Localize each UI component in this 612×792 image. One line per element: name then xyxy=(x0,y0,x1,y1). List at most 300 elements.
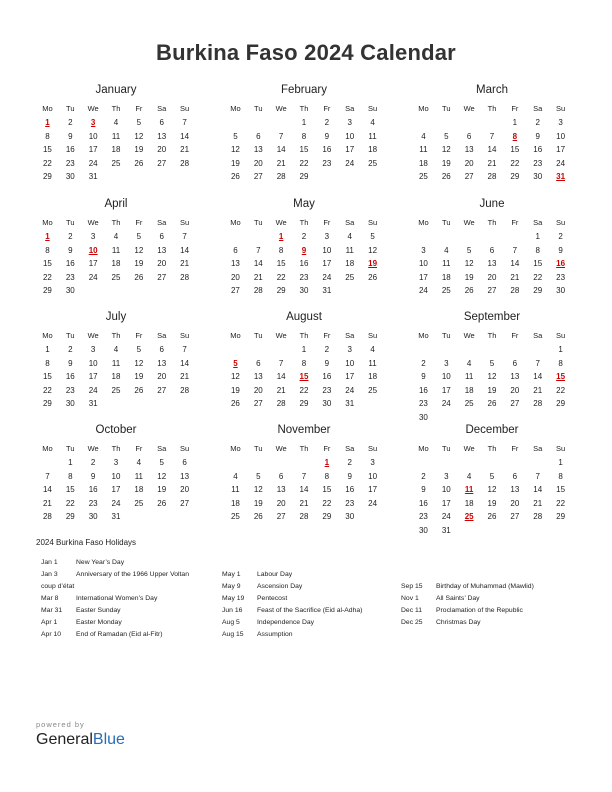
week-row xyxy=(412,370,572,384)
day-cell: 23 xyxy=(65,385,75,395)
day-cell: 11 xyxy=(111,358,121,368)
day-cell: 29 xyxy=(299,399,309,408)
holiday-item xyxy=(222,569,362,581)
day-cell: 29 xyxy=(510,172,520,181)
day-cell: 20 xyxy=(510,498,520,508)
weekday-header xyxy=(224,441,384,456)
day-cell: 17 xyxy=(345,372,355,381)
holiday-date: Dec 25 xyxy=(401,619,423,626)
day-cell: 29 xyxy=(322,512,332,521)
holiday-day-cell: 31 xyxy=(556,172,566,181)
day-cell: 20 xyxy=(230,272,240,282)
day-cell: 16 xyxy=(418,385,428,395)
week-row xyxy=(412,470,572,484)
month-name: January xyxy=(95,84,137,96)
holiday-item xyxy=(401,617,534,629)
weekday-label: Su xyxy=(555,331,566,340)
day-cell: 4 xyxy=(466,471,472,481)
day-cell: 7 xyxy=(535,471,540,481)
holiday-day-cell: 5 xyxy=(233,358,238,368)
day-cell: 27 xyxy=(510,399,520,408)
day-cell: 19 xyxy=(230,385,240,395)
day-cell xyxy=(293,456,316,470)
day-cell: 3 xyxy=(324,232,330,241)
day-cell: 21 xyxy=(253,272,263,282)
week-row xyxy=(412,483,572,497)
holiday-item xyxy=(222,629,362,641)
day-cell: 24 xyxy=(441,512,451,521)
day-cell: 10 xyxy=(111,471,121,481)
week-row xyxy=(224,397,384,411)
day-cell: 12 xyxy=(230,145,240,154)
day-cell: 19 xyxy=(134,372,144,381)
holiday-name: New Year’s Day xyxy=(76,559,125,566)
day-cell: 5 xyxy=(136,232,142,241)
month-march xyxy=(412,82,572,184)
weekday-label: Mo xyxy=(418,104,429,113)
day-cell: 20 xyxy=(157,145,167,154)
day-cell: 23 xyxy=(345,498,355,508)
day-cell: 15 xyxy=(65,485,75,494)
day-cell: 19 xyxy=(230,158,240,168)
day-cell: 30 xyxy=(418,412,428,422)
day-cell xyxy=(150,170,173,184)
day-cell xyxy=(458,230,481,244)
day-cell xyxy=(412,116,435,130)
weekday-label: Sa xyxy=(157,331,167,340)
holiday-name: Birthday of Muhammad (Mawlid) xyxy=(436,583,534,590)
day-cell: 9 xyxy=(68,131,73,141)
weekday-label: We xyxy=(275,218,287,227)
month-name: July xyxy=(105,311,127,323)
weekday-label: Mo xyxy=(418,444,429,453)
weekday-label: Su xyxy=(367,444,378,453)
day-cell xyxy=(105,397,128,411)
day-cell: 18 xyxy=(418,158,428,168)
weekday-label: We xyxy=(463,331,475,340)
holiday-name: Easter Sunday xyxy=(76,607,121,614)
holiday-item xyxy=(41,557,189,569)
holiday-item xyxy=(41,569,189,581)
day-cell: 10 xyxy=(345,358,355,368)
day-cell: 14 xyxy=(276,145,286,154)
day-cell: 28 xyxy=(276,399,286,408)
week-row xyxy=(224,143,384,157)
day-cell: 19 xyxy=(487,498,497,508)
holiday-name: International Women’s Day xyxy=(76,595,158,602)
weekday-label: Th xyxy=(299,104,309,113)
day-cell: 23 xyxy=(533,158,543,168)
day-cell: 18 xyxy=(368,372,378,381)
week-row xyxy=(36,510,196,524)
holiday-name: Pentecost xyxy=(257,595,288,602)
weekday-label: Th xyxy=(487,104,497,113)
day-cell: 22 xyxy=(533,272,543,282)
day-cell: 17 xyxy=(111,485,121,494)
day-cell: 25 xyxy=(345,272,355,282)
holiday-date: Jun 16 xyxy=(222,607,243,614)
day-cell: 9 xyxy=(324,358,330,368)
weekday-label: Mo xyxy=(230,444,241,453)
day-cell: 27 xyxy=(157,158,167,168)
day-cell: 17 xyxy=(441,385,451,395)
day-cell: 21 xyxy=(276,385,286,395)
day-cell: 13 xyxy=(253,145,263,154)
day-cell: 29 xyxy=(42,399,52,408)
day-cell xyxy=(503,343,526,357)
day-cell xyxy=(503,230,526,244)
day-cell: 30 xyxy=(322,399,332,408)
day-cell: 16 xyxy=(299,259,309,268)
brand-logo[interactable] xyxy=(36,731,125,749)
week-row xyxy=(36,257,196,271)
weekday-label: Mo xyxy=(42,104,53,113)
holiday-name: Christmas Day xyxy=(436,619,481,626)
day-cell: 20 xyxy=(157,372,167,381)
weekday-label: Tu xyxy=(442,331,451,340)
day-cell: 14 xyxy=(276,372,286,381)
day-cell: 3 xyxy=(444,471,449,481)
day-cell: 24 xyxy=(88,385,98,395)
day-cell: 5 xyxy=(489,358,495,368)
month-name: August xyxy=(286,311,322,323)
weekday-label: We xyxy=(275,104,287,113)
day-cell: 10 xyxy=(322,245,332,255)
day-cell: 19 xyxy=(134,145,144,154)
day-cell: 28 xyxy=(253,286,263,295)
holiday-name: Proclamation of the Republic xyxy=(436,607,523,614)
day-cell: 27 xyxy=(230,286,240,295)
day-cell: 25 xyxy=(111,158,121,168)
day-cell: 7 xyxy=(256,245,261,255)
weekday-label: Th xyxy=(111,218,121,227)
week-row xyxy=(412,497,572,511)
day-cell xyxy=(549,524,572,538)
day-cell: 3 xyxy=(421,245,426,255)
day-cell xyxy=(435,116,458,130)
month-january xyxy=(36,82,196,184)
day-cell: 2 xyxy=(68,232,73,241)
day-cell xyxy=(361,170,384,184)
weekday-label: Sa xyxy=(345,218,355,227)
week-row xyxy=(36,384,196,398)
day-cell: 17 xyxy=(345,145,355,154)
day-cell: 20 xyxy=(180,485,190,494)
day-cell: 1 xyxy=(301,118,307,127)
day-cell: 24 xyxy=(111,498,121,508)
day-cell: 8 xyxy=(278,245,284,255)
weekday-label: We xyxy=(463,218,475,227)
week-row xyxy=(36,143,196,157)
day-cell: 28 xyxy=(533,512,543,521)
day-cell: 7 xyxy=(182,118,187,127)
day-cell: 17 xyxy=(441,498,451,508)
week-row xyxy=(36,116,196,130)
week-row xyxy=(36,456,196,470)
day-cell: 27 xyxy=(180,498,190,508)
week-row xyxy=(36,157,196,171)
holiday-date: Mar 8 xyxy=(41,595,59,602)
day-cell: 14 xyxy=(180,131,190,141)
day-cell: 12 xyxy=(487,372,497,381)
day-cell xyxy=(481,343,504,357)
day-cell: 1 xyxy=(512,118,518,127)
day-cell: 25 xyxy=(111,385,121,395)
holiday-day-cell: 10 xyxy=(88,245,98,255)
day-cell: 6 xyxy=(256,131,261,141)
day-cell: 1 xyxy=(558,458,563,467)
day-cell xyxy=(458,456,481,470)
weekday-label: Mo xyxy=(230,331,241,340)
holiday-name: Independence Day xyxy=(257,619,315,626)
weekday-label: Su xyxy=(179,331,190,340)
day-cell: 15 xyxy=(42,372,52,381)
week-row xyxy=(412,524,572,538)
day-cell: 20 xyxy=(510,385,520,395)
week-row xyxy=(36,244,196,258)
month-name: April xyxy=(104,198,128,210)
day-cell: 26 xyxy=(134,385,144,395)
day-cell: 11 xyxy=(111,245,121,255)
day-cell: 4 xyxy=(444,245,449,255)
day-cell: 21 xyxy=(180,372,190,381)
day-cell: 25 xyxy=(111,272,121,282)
week-row xyxy=(224,130,384,144)
day-cell: 12 xyxy=(134,245,144,255)
day-cell: 28 xyxy=(299,512,309,521)
holiday-name-continuation: coup d’état xyxy=(41,583,75,590)
day-cell: 21 xyxy=(42,498,52,508)
day-cell xyxy=(173,284,196,298)
weekday-label: We xyxy=(463,104,475,113)
day-cell: 3 xyxy=(347,118,352,127)
day-cell: 18 xyxy=(464,498,474,508)
day-cell xyxy=(270,116,293,130)
weekday-label: Fr xyxy=(323,331,331,340)
day-cell: 14 xyxy=(180,358,190,368)
day-cell: 7 xyxy=(182,345,187,354)
day-cell: 27 xyxy=(487,286,497,295)
day-cell: 17 xyxy=(368,485,378,494)
day-cell: 8 xyxy=(558,471,563,481)
day-cell xyxy=(361,284,384,298)
weekday-label: We xyxy=(275,444,287,453)
day-cell: 6 xyxy=(159,232,164,241)
footer xyxy=(36,720,125,749)
day-cell xyxy=(270,456,293,470)
week-row xyxy=(224,244,384,258)
holiday-name: Labour Day xyxy=(257,571,293,578)
month-october xyxy=(36,422,196,524)
day-cell: 15 xyxy=(533,259,543,268)
week-row xyxy=(224,284,384,298)
weekday-label: Th xyxy=(111,331,121,340)
holiday-date: Mar 31 xyxy=(41,607,63,614)
weekday-label: Tu xyxy=(66,444,75,453)
day-cell: 5 xyxy=(489,471,495,481)
day-cell: 10 xyxy=(345,131,355,141)
holiday-date: Sep 15 xyxy=(401,583,423,590)
day-cell: 5 xyxy=(233,131,238,141)
holiday-date: Nov 1 xyxy=(401,595,419,602)
day-cell: 8 xyxy=(45,245,50,255)
day-cell xyxy=(458,524,481,538)
month-name: February xyxy=(280,84,328,96)
weekday-label: Su xyxy=(555,104,566,113)
holiday-name: Ascension Day xyxy=(257,583,303,590)
day-cell xyxy=(224,230,247,244)
day-cell: 3 xyxy=(347,345,352,354)
day-cell: 9 xyxy=(421,372,426,381)
day-cell: 7 xyxy=(182,232,187,241)
day-cell: 30 xyxy=(533,172,543,181)
week-row xyxy=(36,497,196,511)
day-cell: 21 xyxy=(487,158,497,168)
day-cell: 15 xyxy=(299,145,309,154)
day-cell xyxy=(435,456,458,470)
day-cell: 19 xyxy=(487,385,497,395)
week-row xyxy=(224,510,384,524)
day-cell xyxy=(173,397,196,411)
day-cell: 25 xyxy=(368,158,378,168)
day-cell: 23 xyxy=(418,399,428,408)
weekday-label: Sa xyxy=(533,331,543,340)
day-cell: 27 xyxy=(510,512,520,521)
day-cell: 25 xyxy=(230,512,240,521)
holiday-day-cell: 11 xyxy=(464,485,474,494)
day-cell: 23 xyxy=(556,272,566,282)
day-cell: 6 xyxy=(466,131,472,141)
day-cell xyxy=(127,510,150,524)
day-cell: 11 xyxy=(231,485,240,494)
day-cell: 28 xyxy=(180,272,190,282)
weekday-header xyxy=(36,441,196,456)
weekday-label: Fr xyxy=(135,331,143,340)
day-cell xyxy=(127,170,150,184)
week-row xyxy=(224,170,384,184)
day-cell: 7 xyxy=(45,471,50,481)
day-cell: 5 xyxy=(136,345,142,354)
day-cell: 30 xyxy=(418,525,428,535)
day-cell: 21 xyxy=(180,259,190,268)
holiday-day-cell: 25 xyxy=(464,512,474,521)
weekday-label: We xyxy=(87,104,99,113)
month-name: May xyxy=(293,198,315,210)
day-cell: 4 xyxy=(233,471,238,481)
holiday-name: Feast of the Sacrifice (Eid al-Adha) xyxy=(257,607,363,614)
day-cell: 18 xyxy=(111,259,121,268)
day-cell xyxy=(481,230,504,244)
day-cell: 9 xyxy=(90,471,96,481)
day-cell: 11 xyxy=(464,372,474,381)
week-row xyxy=(412,271,572,285)
week-row xyxy=(412,456,572,470)
day-cell: 30 xyxy=(65,286,75,295)
day-cell: 31 xyxy=(322,286,332,295)
holiday-date: Apr 1 xyxy=(41,619,58,626)
weekday-label: Su xyxy=(367,104,378,113)
day-cell: 7 xyxy=(535,358,540,368)
day-cell: 26 xyxy=(368,272,378,282)
weekday-label: Sa xyxy=(533,444,543,453)
weekday-label: Sa xyxy=(345,331,355,340)
day-cell xyxy=(412,456,435,470)
holiday-day-cell: 3 xyxy=(90,118,96,127)
weekday-label: Th xyxy=(299,444,309,453)
day-cell: 9 xyxy=(324,131,330,141)
day-cell: 12 xyxy=(134,131,144,141)
day-cell xyxy=(412,230,435,244)
weekday-label: Mo xyxy=(418,331,429,340)
day-cell: 9 xyxy=(558,245,563,255)
weekday-header xyxy=(412,101,572,116)
week-row xyxy=(224,497,384,511)
day-cell xyxy=(338,170,361,184)
brand-name-accent: Blue xyxy=(92,731,125,748)
week-row xyxy=(412,244,572,258)
page-title: Burkina Faso 2024 Calendar xyxy=(156,40,456,65)
day-cell: 13 xyxy=(157,131,167,141)
day-cell: 4 xyxy=(113,345,119,354)
day-cell: 27 xyxy=(276,512,286,521)
day-cell: 1 xyxy=(535,232,540,241)
day-cell: 28 xyxy=(180,158,190,168)
day-cell: 21 xyxy=(533,498,543,508)
day-cell: 24 xyxy=(556,158,566,168)
weekday-label: Fr xyxy=(323,218,331,227)
day-cell: 11 xyxy=(419,145,428,154)
day-cell: 4 xyxy=(421,131,426,141)
holiday-item xyxy=(41,629,189,641)
weekday-label: Su xyxy=(555,444,566,453)
weekday-label: Tu xyxy=(254,218,263,227)
holidays-title: 2024 Burkina Faso Holidays xyxy=(36,538,137,547)
week-row xyxy=(412,230,572,244)
week-row xyxy=(36,170,196,184)
day-cell: 22 xyxy=(299,385,309,395)
day-cell: 22 xyxy=(42,272,52,282)
day-cell: 16 xyxy=(88,485,98,494)
day-cell: 22 xyxy=(276,272,286,282)
day-cell: 10 xyxy=(368,471,378,481)
day-cell xyxy=(458,343,481,357)
day-cell: 6 xyxy=(159,345,164,354)
holiday-name: Anniversary of the 1966 Upper Voltan xyxy=(76,571,189,578)
day-cell: 19 xyxy=(253,498,263,508)
day-cell: 24 xyxy=(418,286,428,295)
day-cell: 2 xyxy=(90,458,96,467)
day-cell: 15 xyxy=(42,145,52,154)
week-row xyxy=(224,370,384,384)
day-cell: 1 xyxy=(45,345,50,354)
day-cell: 18 xyxy=(134,485,144,494)
day-cell: 13 xyxy=(510,372,520,381)
day-cell: 31 xyxy=(345,399,355,408)
week-row xyxy=(412,357,572,371)
week-row xyxy=(412,130,572,144)
weekday-header xyxy=(412,328,572,343)
holiday-date: Apr 10 xyxy=(41,631,62,638)
day-cell: 3 xyxy=(113,458,119,467)
day-cell: 26 xyxy=(134,158,144,168)
holiday-item xyxy=(222,581,362,593)
day-cell: 4 xyxy=(347,232,352,241)
day-cell xyxy=(361,510,384,524)
week-row xyxy=(36,130,196,144)
weekday-label: Fr xyxy=(323,444,331,453)
day-cell xyxy=(481,456,504,470)
day-cell: 15 xyxy=(510,145,520,154)
